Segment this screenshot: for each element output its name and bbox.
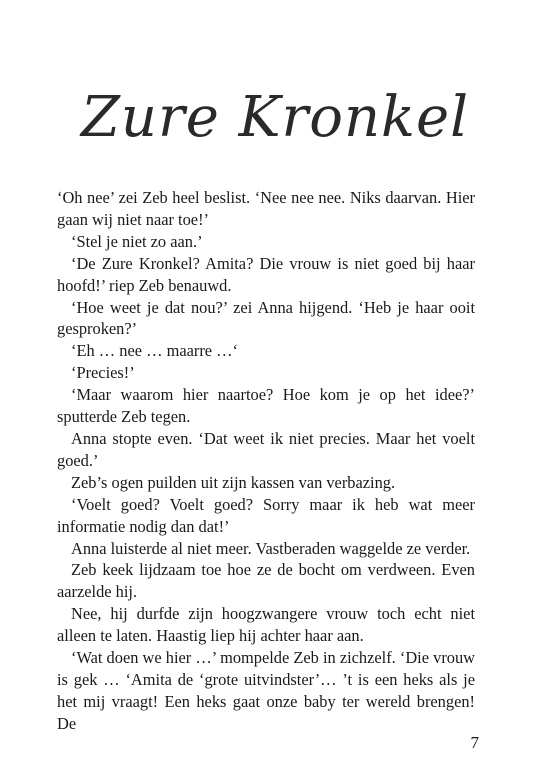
paragraph: Zeb keek lijdzaam toe hoe ze de bocht om verdween. Even aarzelde hij. <box>57 560 475 602</box>
paragraph: ‘Oh nee’ zei Zeb heel beslist. ‘Nee nee nee. Niks daarvan. Hier gaan wij niet naar toe!’ <box>57 188 475 229</box>
paragraph: ‘Eh … nee … maarre …‘ <box>71 341 239 361</box>
paragraph: ‘Wat doen we hier …’ mompelde Zeb in zichzelf. ‘Die vrouw is gek … ‘Amita de ‘grote uitvindster’… ’t is een heks als je het mij vraagt! Een heks gaat onze baby ter wereld brengen! De <box>57 648 475 733</box>
paragraph: Nee, hij durfde zijn hoogzwangere vrouw toch echt niet alleen te laten. Haastig liep hij achter haar aan. <box>57 604 475 646</box>
paragraph: Zeb’s ogen puilden uit zijn kassen van verbazing. <box>71 472 396 492</box>
paragraph: Anna luisterde al niet meer. Vastberaden waggelde ze verder. <box>71 538 471 558</box>
page-number: 7 <box>470 733 479 752</box>
paragraph: ‘Precies!’ <box>71 363 135 383</box>
body-text <box>57 187 475 735</box>
paragraph: ‘De Zure Kronkel? Amita? Die vrouw is niet goed bij haar hoofd!’ riep Zeb benauwd. <box>57 253 475 295</box>
chapter-title: Zure Kronkel <box>80 85 470 150</box>
paragraph: Anna stopte even. ‘Dat weet ik niet precies. Maar het voelt goed.’ <box>57 428 475 470</box>
paragraph: ‘Hoe weet je dat nou?’ zei Anna hijgend. ‘Heb je haar ooit gesproken?’ <box>57 297 475 339</box>
paragraph: ‘Voelt goed? Voelt goed? Sorry maar ik heb wat meer informatie nodig dan dat!’ <box>57 494 475 536</box>
paragraph: ‘Maar waarom hier naartoe? Hoe kom je op het idee?’ sputterde Zeb tegen. <box>57 385 475 427</box>
paragraph: ‘Stel je niet zo aan.’ <box>71 231 203 251</box>
